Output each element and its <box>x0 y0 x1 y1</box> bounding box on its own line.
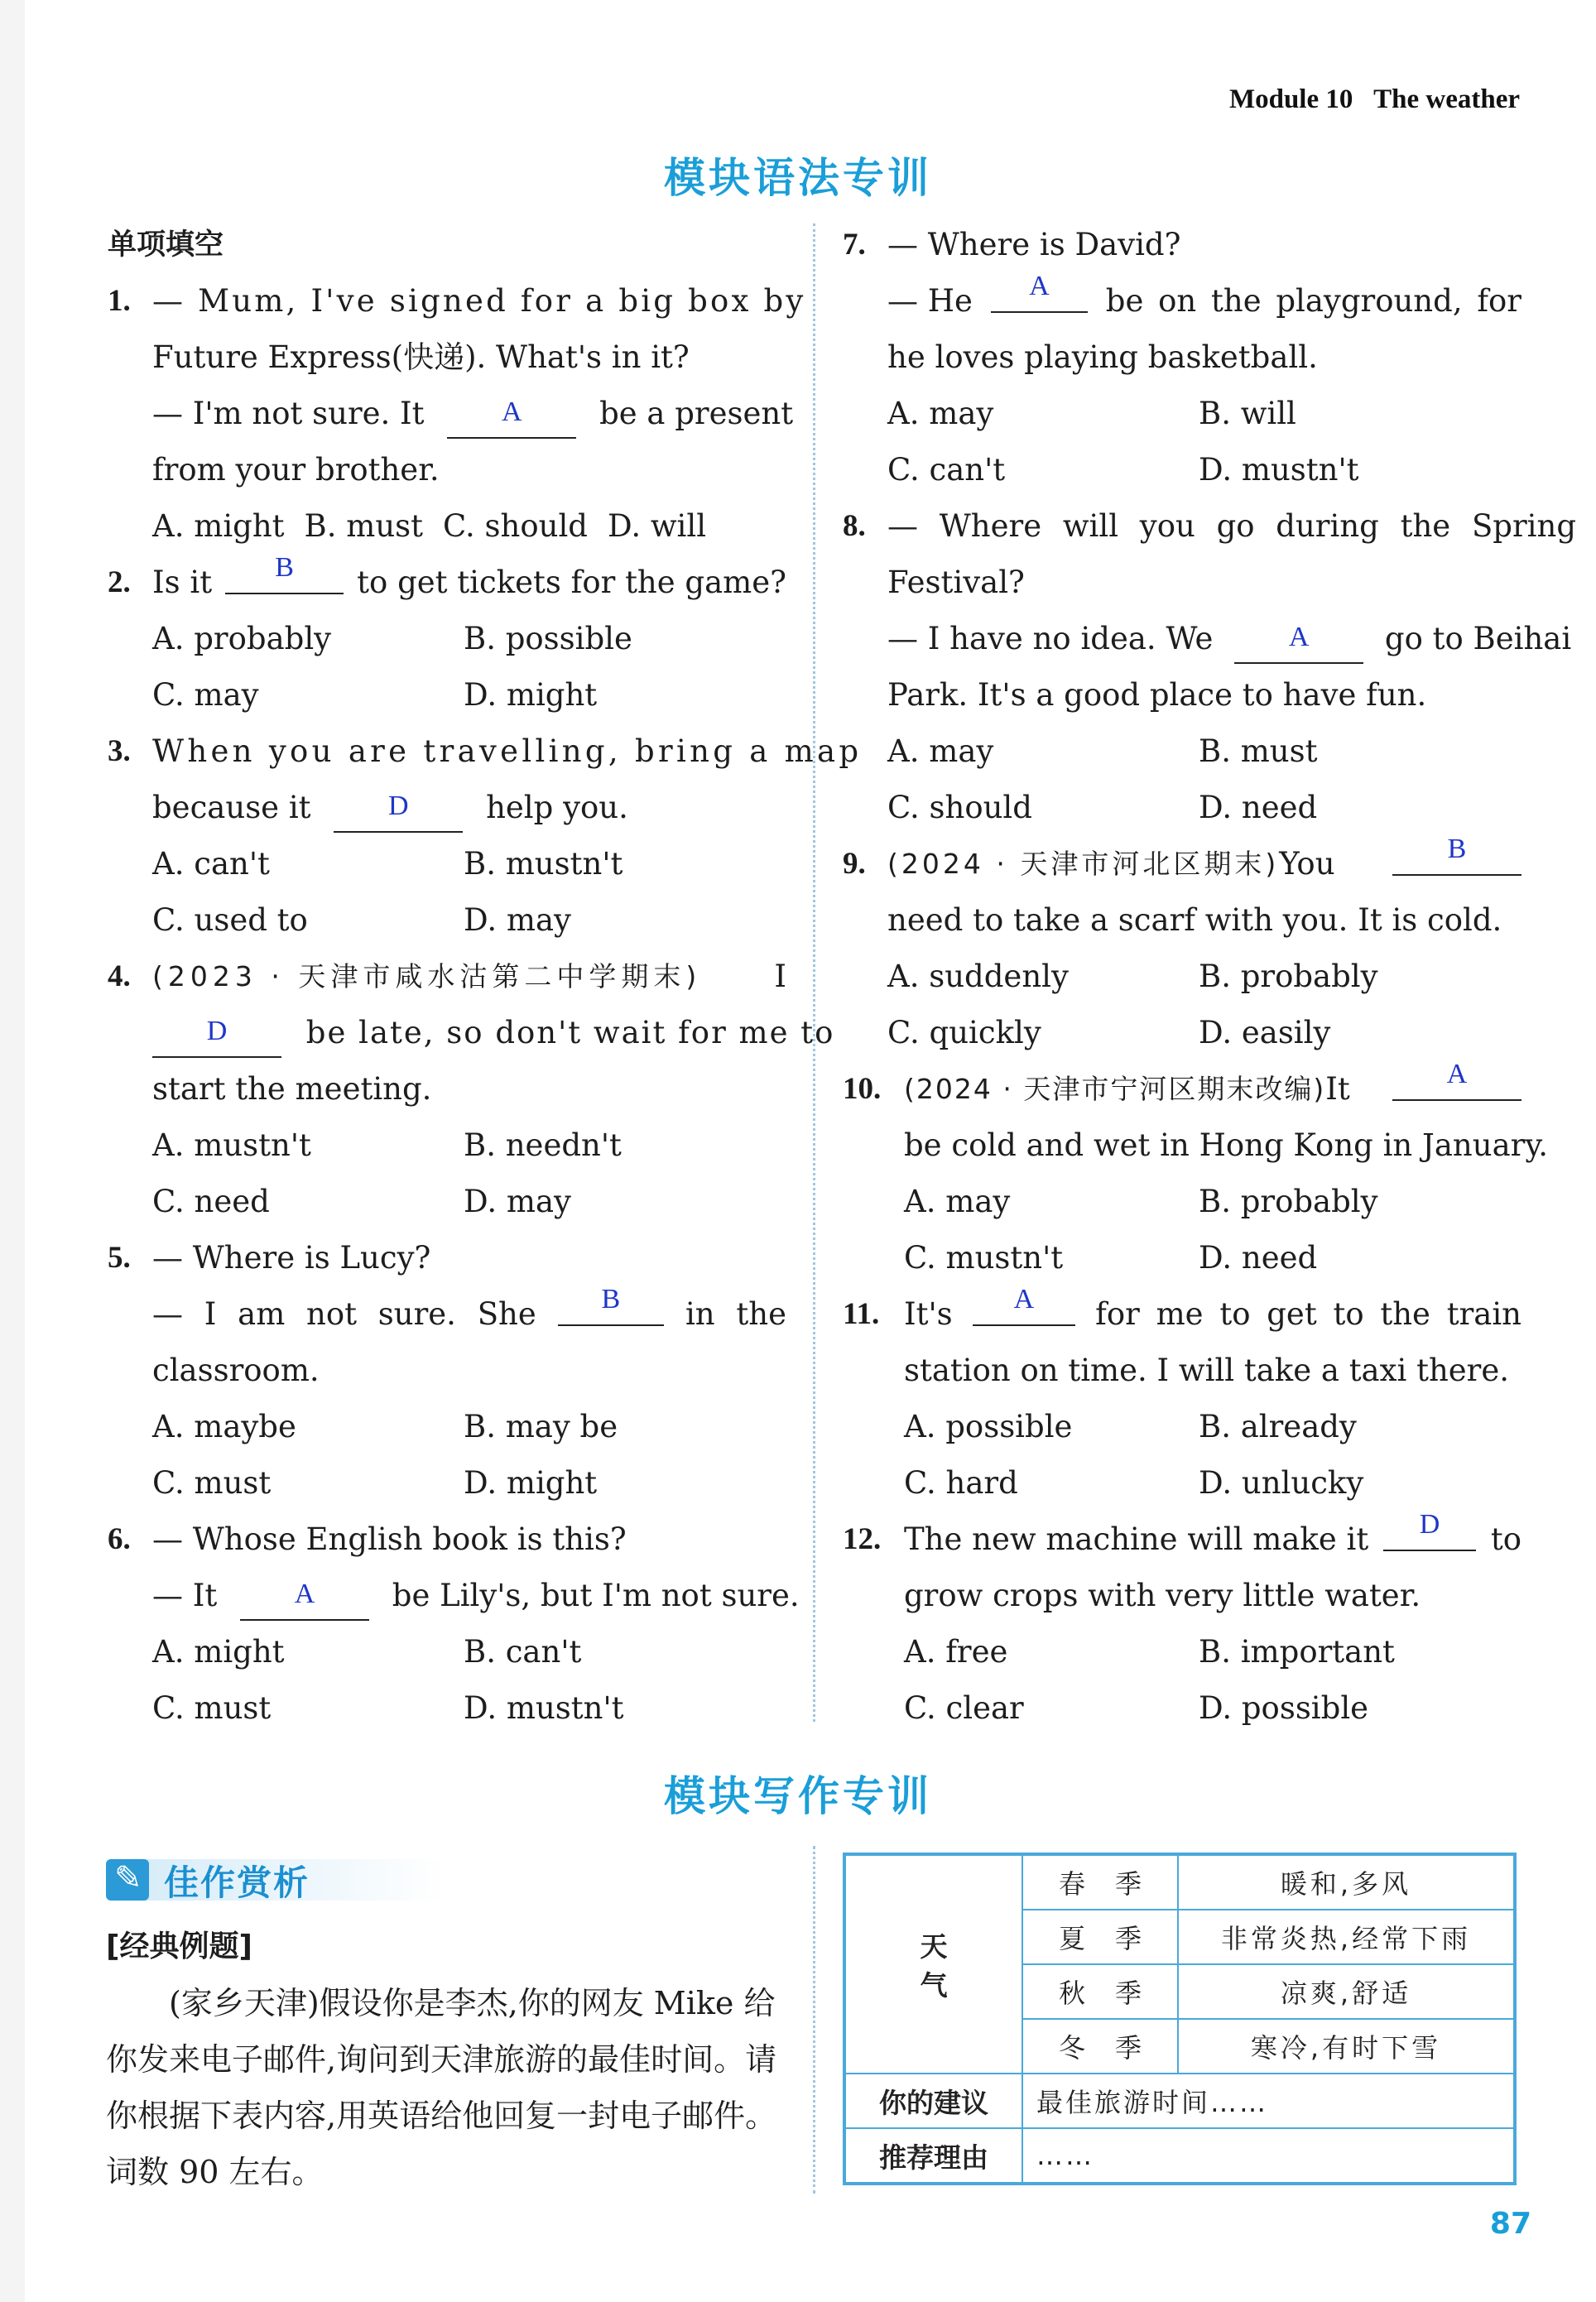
option-d: D. may <box>464 902 571 938</box>
answer-blank: A <box>240 1578 369 1621</box>
option-d: D. will <box>608 508 707 544</box>
writing-section-title: 模块写作专训 <box>664 1772 932 1820</box>
option-d: D. unlucky <box>1199 1465 1364 1501</box>
advice-cell: 最佳旅游时间…… <box>1022 2074 1515 2128</box>
text-after-blank: be Lily's, but I'm not sure. <box>392 1578 800 1613</box>
option-a: A. may <box>887 396 994 431</box>
option-b: B. needn't <box>464 1127 622 1163</box>
table-row <box>844 2074 1515 2128</box>
question-number: 5. <box>108 1241 131 1275</box>
column-divider <box>813 1846 815 2194</box>
question-text: I <box>774 959 786 994</box>
question-text: — Whose English book is this? <box>152 1521 627 1557</box>
question-text-with-blank <box>108 386 794 442</box>
options-row-2 <box>843 780 1521 836</box>
question-number: 8. <box>843 509 866 543</box>
option-d: D. need <box>1199 790 1318 825</box>
option-a: A. suddenly <box>887 959 1069 994</box>
question-text: from your brother. <box>152 452 440 488</box>
question-text: need to take a scarf with you. It is cold. <box>887 902 1502 938</box>
option-a: A. free <box>904 1634 1008 1670</box>
season-weather-cell: 非常炎热,经常下雨 <box>1178 1910 1515 1964</box>
text-after-blank: be on the playground, for <box>1105 283 1521 319</box>
options <box>108 498 786 555</box>
option-b: B. must <box>304 508 424 544</box>
option-d: D. need <box>1199 1240 1318 1276</box>
classic-example-label: [经典例题] <box>106 1930 252 1963</box>
options-row-2 <box>843 1680 1521 1737</box>
question-text: be cold and wet in Hong Kong in January. <box>904 1127 1549 1163</box>
option-a: A. maybe <box>152 1409 296 1444</box>
question-number: 11. <box>843 1297 880 1331</box>
text-before-blank: — He <box>887 283 973 319</box>
module-number: Module 10 <box>1228 84 1353 114</box>
question-text-with-blank <box>843 611 1572 667</box>
option-a: A. can't <box>152 846 270 882</box>
option-c: C. need <box>152 1184 270 1219</box>
answer-blank: A <box>991 270 1088 313</box>
option-d: D. may <box>464 1184 571 1219</box>
table-row <box>844 2128 1515 2184</box>
module-title: The weather <box>1373 84 1520 114</box>
season-weather-cell: 凉爽,舒适 <box>1178 1964 1515 2019</box>
answer-blank: B <box>558 1283 664 1326</box>
question-text: Park. It's a good place to have fun. <box>887 677 1427 713</box>
reason-cell: …… <box>1022 2128 1515 2184</box>
text-before-blank: — I am not sure. She <box>152 1296 536 1332</box>
text-before-blank: — I have no idea. We <box>887 621 1214 656</box>
question-text: — Where is David? <box>887 227 1181 262</box>
question-text: start the meeting. <box>152 1071 432 1107</box>
option-d: D. easily <box>1199 1015 1331 1050</box>
question-text-with-blank <box>108 1005 835 1061</box>
option-a: A. possible <box>904 1409 1073 1444</box>
question-11 <box>843 1286 1521 1343</box>
question-text: Festival? <box>887 565 1025 600</box>
option-d: D. might <box>464 677 598 713</box>
question-text: station on time. I will take a taxi there. <box>904 1353 1510 1388</box>
page-number: 87 <box>1489 2207 1531 2241</box>
options-row-1 <box>843 1624 1521 1680</box>
option-c: C. used to <box>152 902 308 938</box>
model-essay-banner <box>106 1854 338 1906</box>
option-a: A. may <box>904 1184 1011 1219</box>
question-10 <box>843 1061 1521 1117</box>
question-3 <box>108 723 863 780</box>
options-row-1 <box>843 386 1521 442</box>
question-text: — Where is Lucy? <box>152 1240 431 1276</box>
option-b: B. probably <box>1199 1184 1378 1219</box>
season-cell: 春季 <box>1022 1854 1178 1910</box>
text-before-blank: because it <box>152 790 311 825</box>
column-divider <box>813 223 815 1722</box>
options-row-1 <box>108 1399 786 1455</box>
question-text: When you are travelling, bring a map <box>152 733 863 769</box>
writing-task-text: (家乡天津)假设你是李杰,你的网友 Mike 给你发来电子邮件,询问到天津旅游的最佳时间。请你根据下表内容,用英语给他回复一封电子邮件。词数 90 左右。 <box>106 1985 777 2190</box>
question-7 <box>843 217 1521 273</box>
question-number: 10. <box>843 1072 882 1106</box>
weather-row-header: 天 气 <box>844 1854 1022 2074</box>
answer-blank: B <box>225 551 344 594</box>
question-source: (2024 · 天津市宁河区期末改编) <box>904 1073 1326 1105</box>
option-a: A. might <box>152 508 285 544</box>
answer-blank: D <box>152 1015 281 1058</box>
banner-label: 佳作赏析 <box>164 1862 310 1903</box>
option-d: D. mustn't <box>1199 452 1359 488</box>
answer-blank: B <box>1392 833 1521 876</box>
question-number: 6. <box>108 1522 131 1556</box>
options-row-1 <box>843 1399 1521 1455</box>
options-row-1 <box>843 1174 1521 1230</box>
grammar-section-title: 模块语法专训 <box>664 154 932 202</box>
options-row-1 <box>843 723 1521 780</box>
option-b: B. may be <box>464 1409 618 1444</box>
text-before-blank: It's <box>904 1296 953 1332</box>
options-row-2 <box>843 1230 1521 1286</box>
options-row-1 <box>108 611 786 667</box>
question-6 <box>108 1511 786 1568</box>
season-cell: 夏季 <box>1022 1910 1178 1964</box>
question-text: — Where will you go during the Spring <box>887 508 1577 544</box>
option-a: A. may <box>887 733 994 769</box>
question-text: — Mum, I've signed for a big box by <box>152 283 806 319</box>
pen-icon <box>106 1859 149 1901</box>
question-12 <box>843 1511 1521 1568</box>
answer-blank: A <box>447 396 576 439</box>
question-text: Future Express(快递). What's in it? <box>152 339 690 375</box>
question-text-with-blank <box>108 1286 786 1343</box>
option-c: C. must <box>152 1465 272 1501</box>
reason-row-header: 推荐理由 <box>844 2128 1022 2184</box>
options-row-2 <box>108 1680 786 1737</box>
question-number: 4. <box>108 959 131 993</box>
question-source: (2024 · 天津市河北区期末) <box>887 848 1280 880</box>
question-text: grow crops with very little water. <box>904 1578 1421 1613</box>
option-c: C. may <box>152 677 259 713</box>
text-after-blank: to get tickets for the game? <box>357 565 786 600</box>
option-c: C. should <box>887 790 1032 825</box>
text-before-blank: — I'm not sure. It <box>152 396 425 431</box>
question-text-with-blank <box>843 273 1521 329</box>
text-after-blank: be late, so don't wait for me to <box>305 1015 835 1050</box>
option-b: B. mustn't <box>464 846 623 882</box>
question-text-with-blank <box>108 1568 800 1624</box>
options-row-2 <box>108 1455 786 1511</box>
options-row-2 <box>108 1174 786 1230</box>
question-5 <box>108 1230 786 1286</box>
option-b: B. important <box>1199 1634 1395 1670</box>
answer-blank: D <box>334 790 463 833</box>
option-c: C. hard <box>904 1465 1018 1501</box>
text-before-blank: — It <box>152 1578 218 1613</box>
option-a: A. mustn't <box>152 1127 311 1163</box>
options-row-2 <box>843 1455 1521 1511</box>
options-row-2 <box>843 1005 1521 1061</box>
option-c: C. can't <box>887 452 1006 488</box>
question-text: he loves playing basketball. <box>887 339 1318 375</box>
option-c: C. mustn't <box>904 1240 1064 1276</box>
option-b: B. must <box>1199 733 1318 769</box>
text-after-blank: help you. <box>486 790 628 825</box>
question-1 <box>108 273 806 329</box>
options-row-1 <box>108 836 786 892</box>
text-before-blank: The new machine will make it <box>904 1521 1369 1557</box>
option-a: A. might <box>152 1634 285 1670</box>
option-c: C. should <box>443 508 588 544</box>
answer-blank: A <box>973 1283 1076 1326</box>
text-after-blank: for me to get to the train <box>1095 1296 1521 1332</box>
weather-info-table <box>843 1853 1517 2185</box>
option-a: A. probably <box>152 621 332 656</box>
question-source: (2023 · 天津市咸水沽第二中学期末) <box>152 960 702 992</box>
option-b: B. probably <box>1199 959 1378 994</box>
table-row <box>844 1854 1515 1910</box>
right-column <box>843 217 1577 1737</box>
season-cell: 冬季 <box>1022 2019 1178 2074</box>
options-row-2 <box>108 892 786 949</box>
question-text-with-blank <box>108 780 786 836</box>
season-weather-cell: 暖和,多风 <box>1178 1854 1515 1910</box>
section-label: 单项填空 <box>108 228 224 262</box>
answer-blank: A <box>1234 621 1363 664</box>
option-b: B. already <box>1199 1409 1357 1444</box>
option-d: D. mustn't <box>464 1690 624 1726</box>
options-row-1 <box>108 1117 786 1174</box>
text-before-blank: You <box>1279 846 1335 882</box>
option-c: C. quickly <box>887 1015 1041 1050</box>
question-8 <box>843 498 1577 555</box>
answer-blank: D <box>1383 1508 1476 1551</box>
question-number: 2. <box>108 565 131 599</box>
answer-blank: A <box>1392 1058 1521 1101</box>
options-row-2 <box>843 442 1521 498</box>
question-number: 3. <box>108 734 131 768</box>
question-4 <box>108 949 786 1005</box>
question-number: 9. <box>843 847 866 881</box>
season-cell: 秋季 <box>1022 1964 1178 2019</box>
text-before-blank: It <box>1325 1071 1350 1107</box>
advice-row-header: 你的建议 <box>844 2074 1022 2128</box>
options-row-1 <box>108 1624 786 1680</box>
option-c: C. must <box>152 1690 272 1726</box>
option-d: D. might <box>464 1465 598 1501</box>
running-header <box>1229 84 1520 115</box>
text-after-blank: to <box>1490 1521 1521 1557</box>
text-after-blank: go to Beihai <box>1384 621 1572 656</box>
options-row-2 <box>108 667 786 723</box>
question-text: classroom. <box>152 1353 320 1388</box>
text-before-blank: Is it <box>152 565 213 600</box>
option-b: B. will <box>1199 396 1296 431</box>
question-number: 7. <box>843 228 866 262</box>
page-edge <box>0 0 25 2302</box>
option-d: D. possible <box>1199 1690 1369 1726</box>
question-number: 12. <box>843 1522 882 1556</box>
options-row-1 <box>843 949 1521 1005</box>
question-number: 1. <box>108 284 131 318</box>
text-after-blank: be a present <box>599 396 794 431</box>
question-2 <box>108 552 786 611</box>
option-b: B. can't <box>464 1634 582 1670</box>
option-c: C. clear <box>904 1690 1024 1726</box>
option-b: B. possible <box>464 621 632 656</box>
question-9 <box>843 836 1521 892</box>
text-after-blank: in the <box>685 1296 786 1332</box>
season-weather-cell: 寒冷,有时下雪 <box>1178 2019 1515 2074</box>
